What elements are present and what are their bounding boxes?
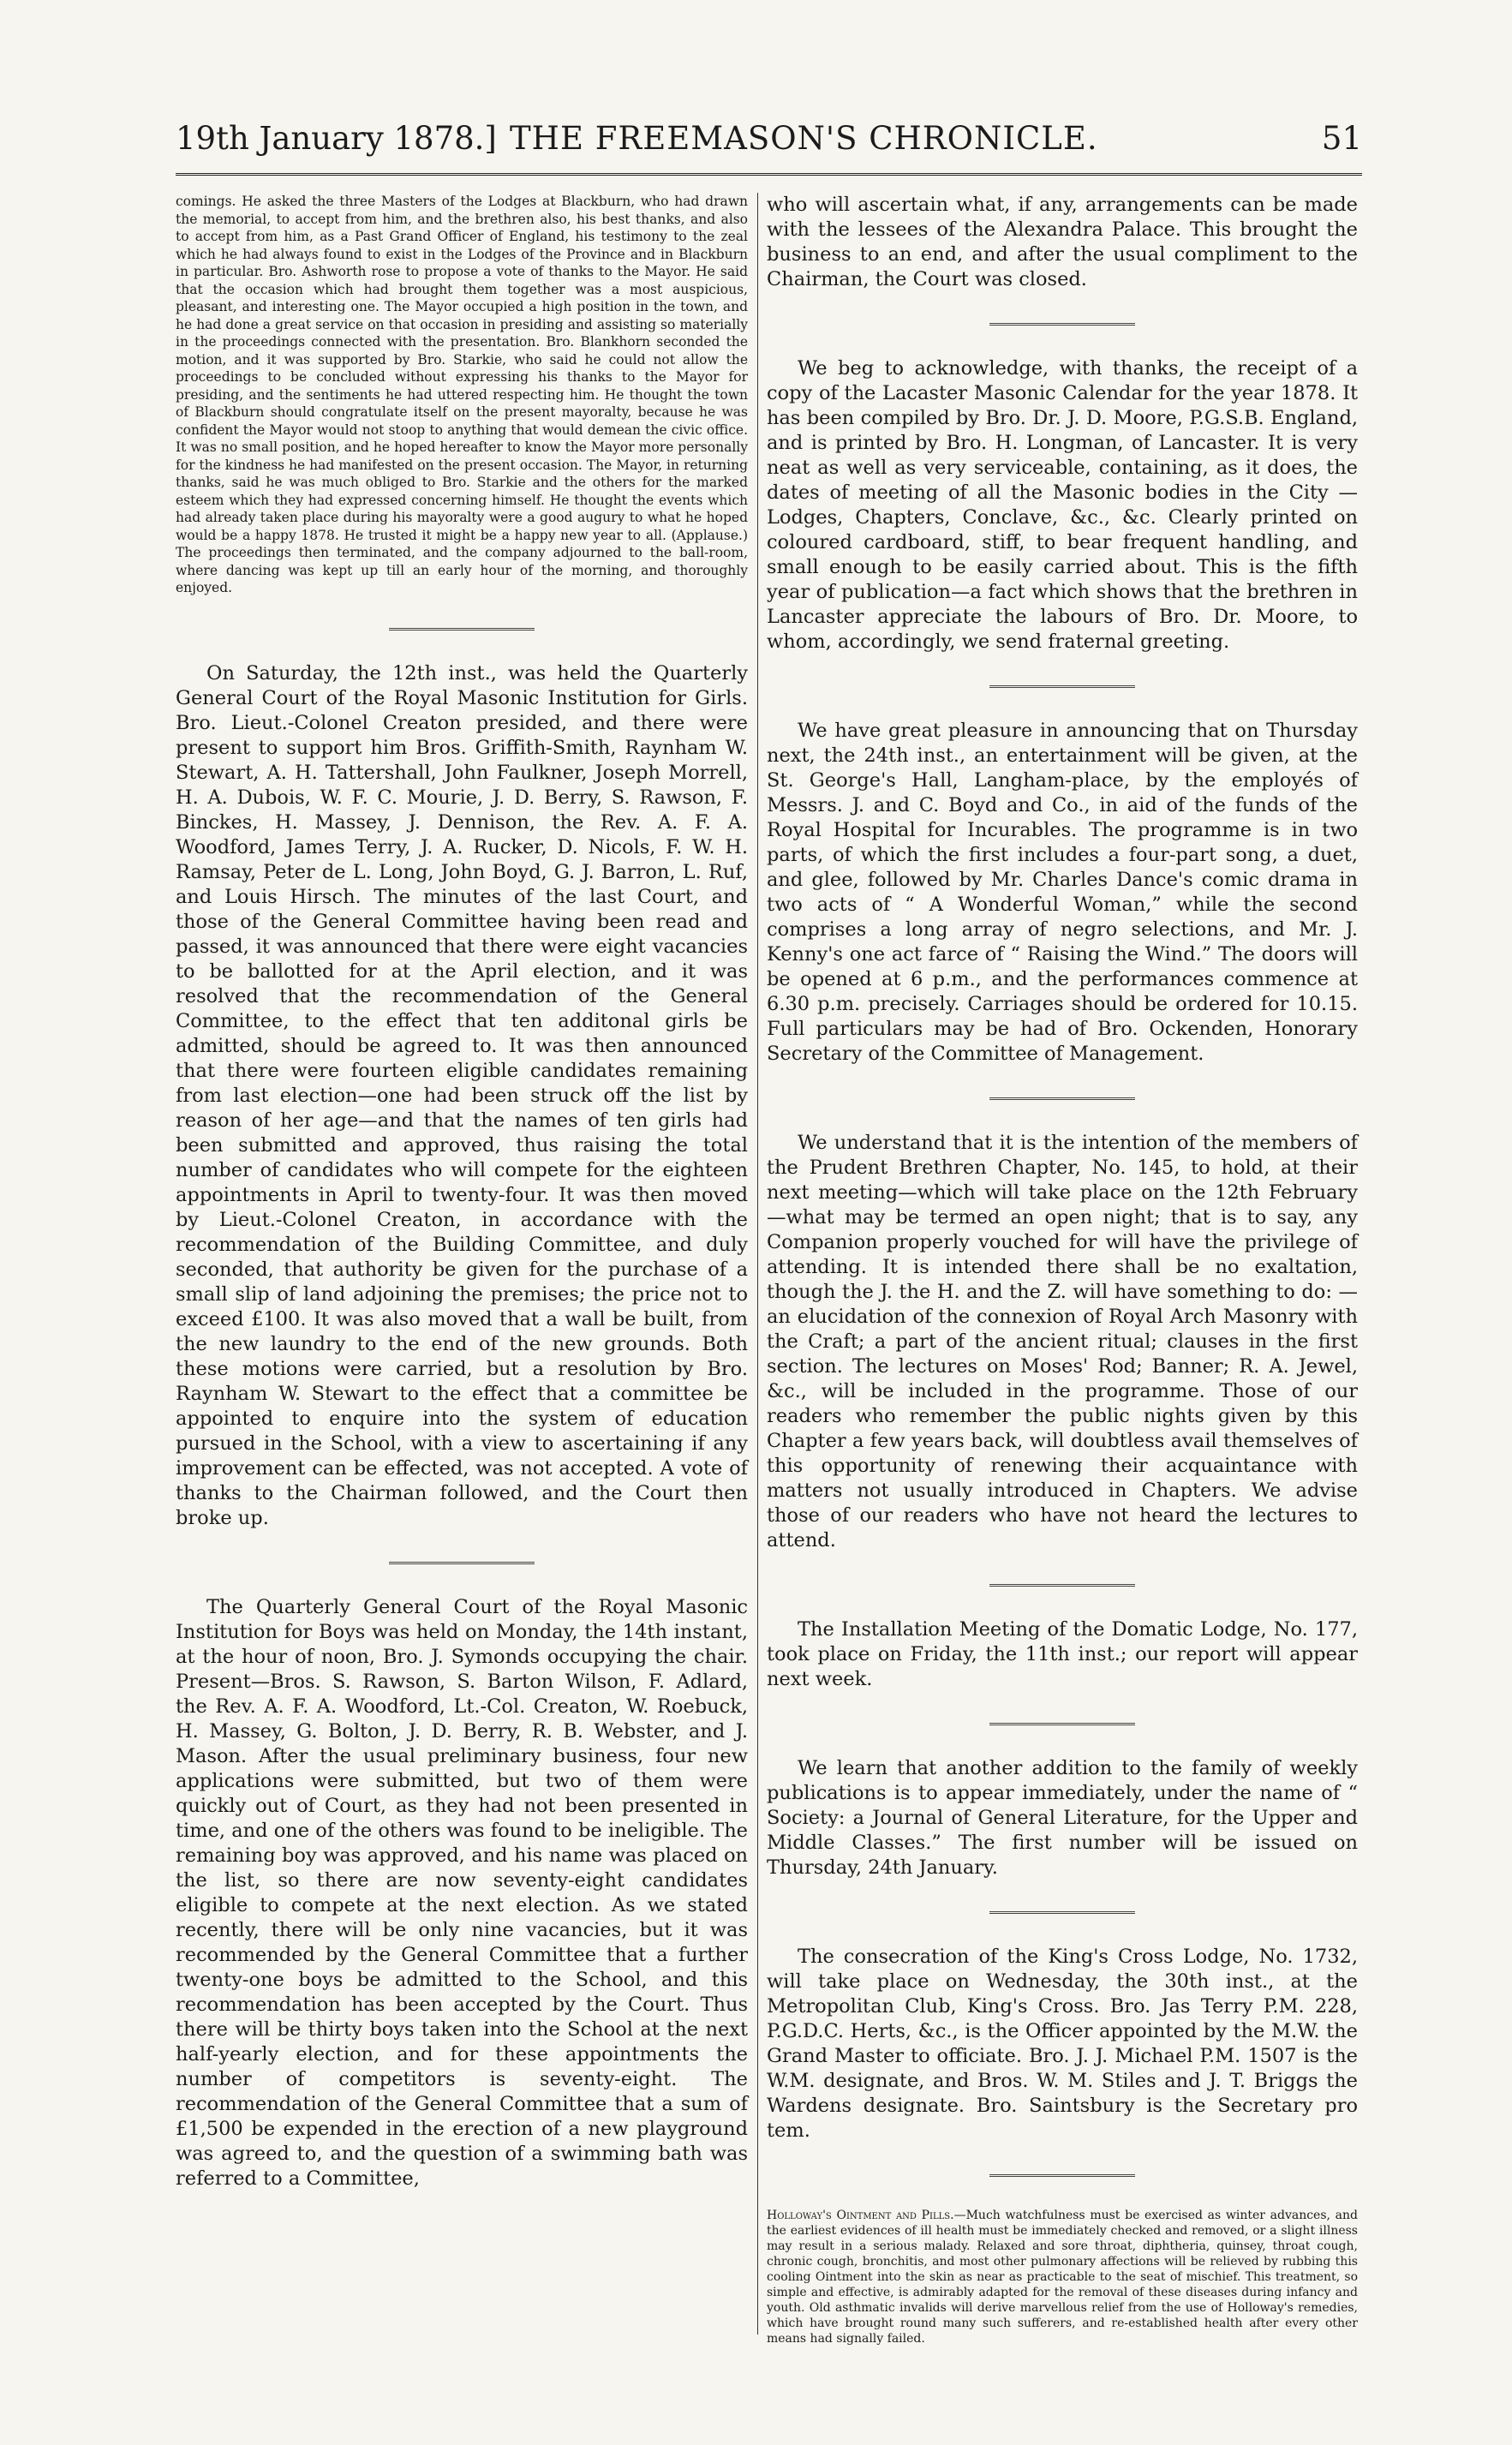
header-rule [176,173,1362,176]
advertisement-lead: Holloway's Ointment and Pills. [767,2209,954,2222]
article-blackburn-continuation [176,193,748,597]
article-entertainment [767,719,1358,1067]
masthead-title: THE FREEMASON'S CHRONICLE. [510,120,1098,157]
article-text: We understand that it is the intention of the members of the Prudent Brethren Chapter, No. 145, to hold, at their next meeting—which will take place on the 12th February —what may be termed an open night; that is to say, any Companion properly vouched for will have the privilege of attending. It is intended there shall be no exaltation, though the J. the H. and the Z. will have something to do: —an elucidation of the connexion of Royal Arch Masonry with the Craft; a part of the ancient ritual; clauses in the first section. The lectures on Moses' Rod; Banner; R. A. Jewel, &c., will be included in the programme. Those of our readers who remember the public nights given by this Chapter a few years back, will doubtless avail themselves of this opportunity of renewing their acquaintance with matters not usually introduced in Chapters. We advise those of our readers who have not heard the lectures to attend. [767,1132,1358,1551]
right-column [767,193,1358,2346]
advertisement-text [767,2208,1358,2346]
article-text: We learn that another addition to the family of weekly publications is to appear immediately, under the name of “ Society: a Journal of General Literature, for the Upper and Middle Classes.” The first number will be issued on Thursday, 24th January. [767,1757,1358,1879]
article-boys-institution [176,1595,748,2191]
article-text: We beg to acknowledge, with thanks, the receipt of a copy of the Lacaster Masonic Calendar for the year 1878. It has been compiled by Bro. Dr. J. D. Moore, P.G.S.B. England, and is printed by Bro. H. Longman, of Lancaster. It is very neat as well as very serviceable, containing, as it does, the dates of meeting of all the Masonic bodies in the City — Lodges, Chapters, Conclave, &c., &c. Clearly printed on coloured cardboard, stiff, to bear frequent handling, and small enough to be easily carried about. This is the fifth year of publication—a fact which shows that the brethren in Lancaster appreciate the labours of Bro. Dr. Moore, to whom, accordingly, we send fraternal greeting. [767,357,1358,653]
advertisement-body: —Much watchfulness must be exercised as winter advances, and the earliest evidences of ill health must be immediately checked and removed, or a slight illness may result in a serious malady. Relaxed and sore throat, diphtheria, quinsey, throat cough, chronic cough, bronchitis, and most other pulmonary affections will be relieved by rubbing this cooling Ointment into the skin as near as practicable to the seat of mischief. This treatment, so simple and effective, is admirably adapted for the removal of these diseases during infancy and youth. Old asthmatic invalids will derive marvellous relief from the use of Holloway's remedies, which have brought round many such sufferers, and re-established health after every other means had signally failed. [767,2209,1358,2346]
article-lancaster-calendar [767,356,1358,655]
page-header [176,120,1362,173]
article-domatic-lodge [767,1617,1358,1692]
article-text: who will ascertain what, if any, arrangements can be made with the lessees of the Alexandra Palace. This brought the business to an end, and after the usual compliment to the Chairman, the Court was closed. [767,194,1358,290]
issue-date: 19th January 1878.] [176,120,497,157]
article-text: The consecration of the King's Cross Lodge, No. 1732, will take place on Wednesday, the 30th inst., at the Metropolitan Club, King's Cross. Bro. Jas Terry P.M. 228, P.G.D.C. Herts, &c., is the Officer appointed by the M.W. the Grand Master to officiate. Bro. J. J. Michael P.M. 1507 is the W.M. designate, and Bros. W. M. Stiles and J. T. Briggs the Wardens designate. Bro. Saintsbury is the Secretary pro tem. [767,1946,1358,2142]
advertisement-holloway [767,2208,1358,2346]
column-divider [757,193,758,2334]
article-boys-continuation [767,193,1358,292]
article-prudent-brethren [767,1131,1358,1553]
article-text: The Quarterly General Court of the Royal Masonic Institution for Boys was held on Monday, the 14th instant, at the hour of noon, Bro. J. Symonds occupying the chair. Present—Bros. S. Rawson, S. Barton Wilson, F. Adlard, the Rev. A. F. A. Woodford, Lt.-Col. Creaton, W. Roebuck, H. Massey, G. Bolton, J. D. Berry, R. B. Webster, and J. Mason. After the usual preliminary business, four new applications were submitted, but two of them were quickly out of Court, as they had not been presented in time, and one of the others was found to be ineligible. The remaining boy was approved, and his name was placed on the list, so there are now seventy-eight candidates eligible to compete at the next election. As we stated recently, there will be only nine vacancies, but it was recommended by the General Committee that a further twenty-one boys be admitted to the School, and this recommendation has been accepted by the Court. Thus there will be thirty boys taken into the School at the next half-yearly election, and for these appointments the number of competitors is seventy-eight. The recommendation of the General Committee that a sum of £1,500 be expended in the erection of a new playground was agreed to, and the question of a swimming bath was referred to a Committee, [176,1595,748,2190]
article-kings-cross-lodge [767,1945,1358,2143]
article-text: On Saturday, the 12th inst., was held the Quarterly General Court of the Royal Masonic Institution for Girls. Bro. Lieut.-Colonel Creaton presided, and there were present to support him Bros. Griffith-Smith, Raynham W. Stewart, A. H. Tattershall, John Faulkner, Joseph Morrell, H. A. Dubois, W. F. C. Mourie, J. D. Berry, S. Rawson, F. Binckes, H. Massey, J. Dennison, the Rev. A. F. A. Woodford, James Terry, J. A. Rucker, D. Nicols, F. W. H. Ramsay, Peter de L. Long, John Boyd, G. J. Barron, L. Ruf, and Louis Hirsch. The minutes of the last Court, and those of the General Committee having been read and passed, it was announced that there were eight vacancies to be ballotted for at the April election, and it was resolved that the recommendation of the General Committee, to the effect that ten additonal girls be admitted, should be agreed to. It was then announced that there were fourteen eligible candidates remaining from last election—one had been struck off the list by reason of her age—and that the names of ten girls had been submitted and approved, thus raising the total number of candidates who will compete for the eighteen appointments in April to twenty-four. It was then moved by Lieut.-Colonel Creaton, in accordance with the recommendation of the Building Committee, and duly seconded, that authority be given for the purchase of a small slip of land adjoining the premises; the price not to exceed £100. It was also moved that a wall be built, from the new laundry to the end of the new grounds. Both these motions were carried, but a resolution by Bro. Raynham W. Stewart to the effect that a committee be appointed to enquire into the system of education pursued in the School, with a view to ascertaining if any improvement can be effected, was not accepted. A vote of thanks to the Chairman followed, and the Court then broke up. [176,661,748,1529]
left-column [176,193,748,2191]
article-text: comings. He asked the three Masters of the Lodges at Blackburn, who had drawn the memorial, to accept from him, and the brethren also, his best thanks, and also to accept from him, as a Past Grand Officer of England, his testimony to the zeal which he had always found to exist in the Lodges of the Province and in Blackburn in particular. Bro. Ashworth rose to propose a vote of thanks to the Mayor. He said that the occasion which had brought them together was a most auspicious, pleasant, and interesting one. The Mayor occupied a high position in the town, and he had done a great service on that occasion in presiding and assisting so materially in the proceedings connected with the presentation. Bro. Blankhorn seconded the motion, and it was supported by Bro. Starkie, who said he could not allow the proceedings to be concluded without expressing his thanks to the Mayor for presiding, and the sentiments he had uttered respecting him. He thought the town of Blackburn should congratulate itself on the present mayoralty, because he was confident the Mayor would not stoop to anything that would demean the civic office. It was no small position, and he hoped hereafter to know the Mayor more personally for the kindness he had manifested on the present occasion. The Mayor, in returning thanks, said he was much obliged to Bro. Starkie and the others for the marked esteem which they had expressed concerning himself. He thought the events which had already taken place during his mayoralty were a good augury to what he hoped would be a happy 1878. He trusted it might be a happy new year to all. (Applause.) The proceedings then terminated, and the company adjourned to the ball-room, where dancing was kept up till an early hour of the morning, and thoroughly enjoyed. [176,194,748,595]
article-girls-institution [176,661,748,1531]
article-text: The Installation Meeting of the Domatic Lodge, No. 177, took place on Friday, the 11th inst.; our report will appear next week. [767,1618,1358,1690]
article-text: We have great pleasure in announcing that on Thursday next, the 24th inst., an entertainment will be given, at the St. George's Hall, Langham-place, by the employés of Messrs. J. and C. Boyd and Co., in aid of the funds of the Royal Hospital for Incurables. The programme is in two parts, of which the first includes a four-part song, a duet, and glee, followed by Mr. Charles Dance's comic drama in two acts of “ A Wonderful Woman,” while the second comprises a long array of negro selections, and Mr. J. Kenny's one act farce of “ Raising the Wind.” The doors will be opened at 6 p.m., and the performances commence at 6.30 p.m. precisely. Carriages should be ordered for 10.15. Full particulars may be had of Bro. Ockenden, Honorary Secretary of the Committee of Management. [767,720,1358,1065]
article-society-journal [767,1756,1358,1880]
page-number: 51 [1321,120,1362,157]
